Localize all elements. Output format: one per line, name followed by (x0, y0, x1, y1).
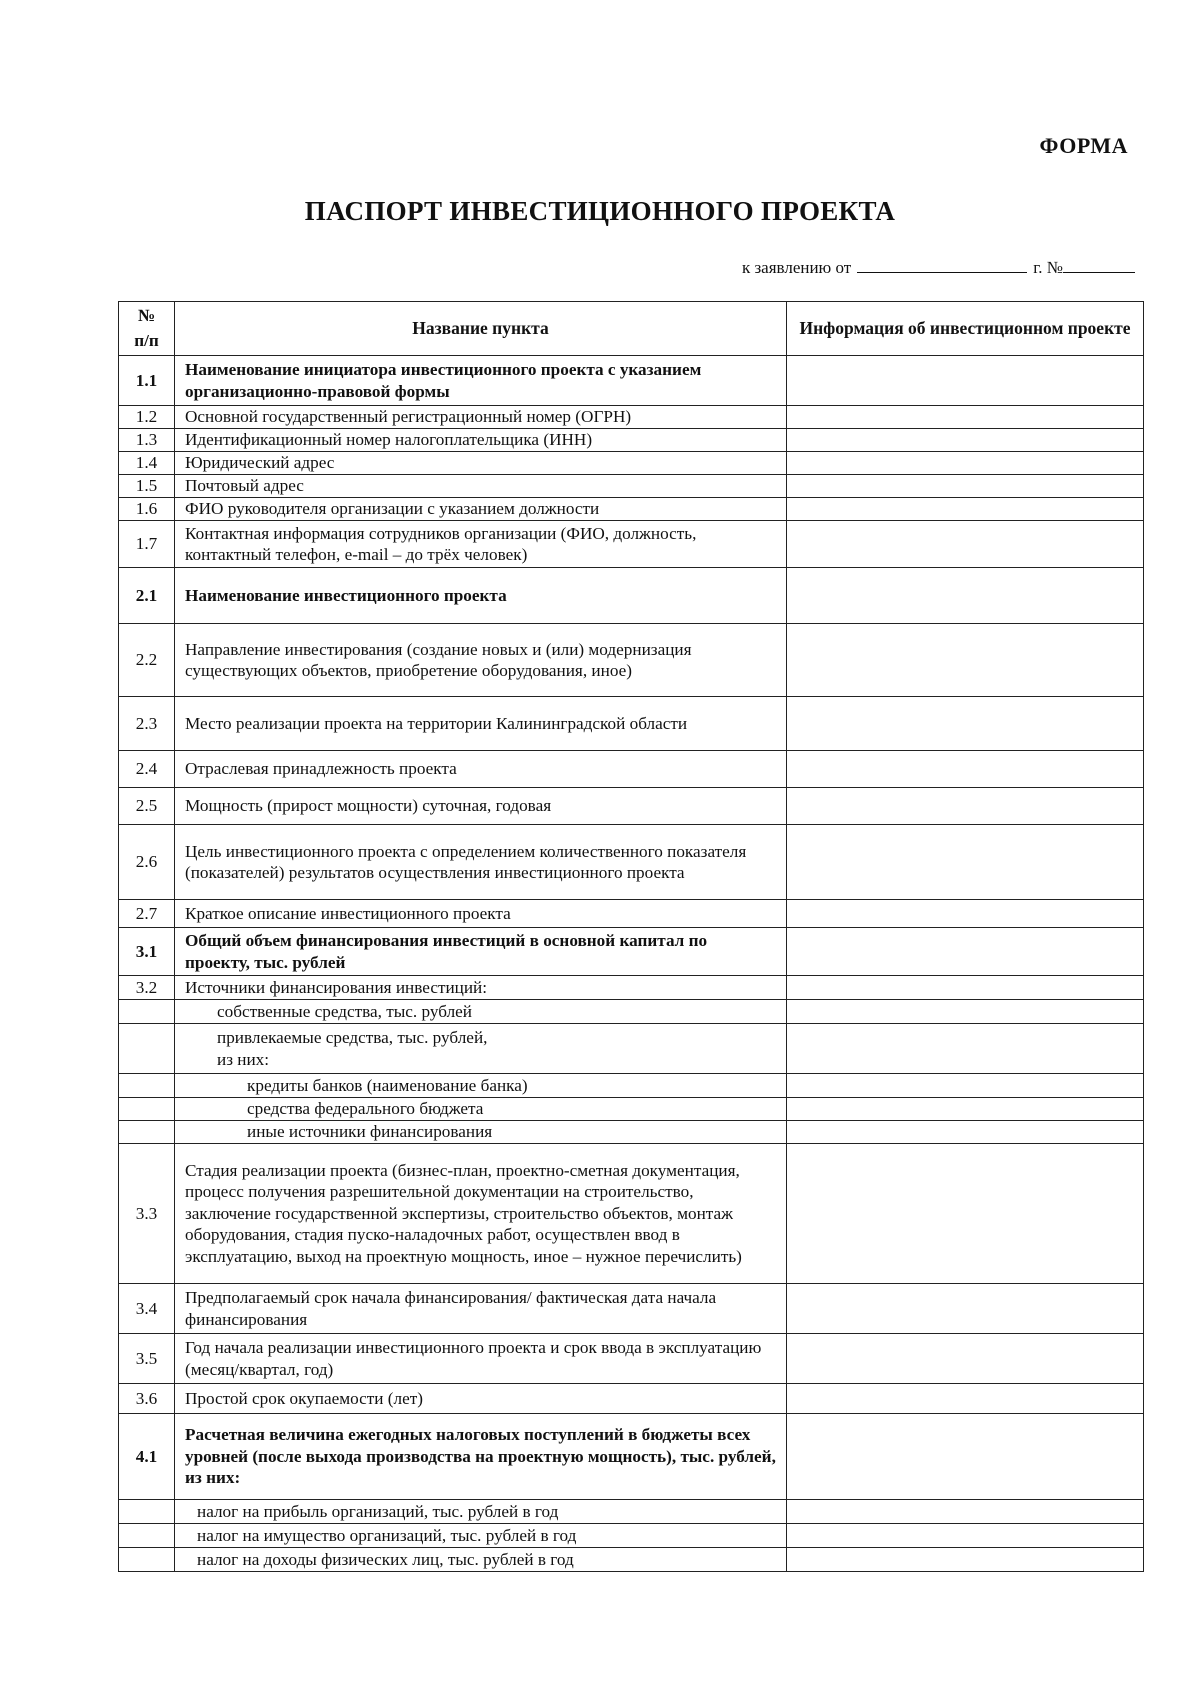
header-number: № п/п (119, 302, 175, 356)
row-number: 3.6 (119, 1384, 175, 1414)
table-row (119, 1144, 1144, 1284)
table-row (119, 1414, 1144, 1500)
row-info-cell[interactable] (787, 1024, 1144, 1074)
row-number (119, 1500, 175, 1524)
row-name: Наименование инициатора инвестиционного проекта с указанием организационно-правовой формы (175, 356, 787, 406)
row-number: 3.2 (119, 976, 175, 1000)
row-name: Место реализации проекта на территории Калининградской области (175, 697, 787, 751)
row-name: Цель инвестиционного проекта с определением количественного показателя (показателей) результатов осуществления инвестиционного проекта (175, 825, 787, 900)
table-row (119, 1384, 1144, 1414)
row-number: 2.5 (119, 788, 175, 825)
row-name: собственные средства, тыс. рублей (175, 1000, 787, 1024)
row-info-cell[interactable] (787, 1121, 1144, 1144)
table-row (119, 521, 1144, 568)
table-row (119, 1098, 1144, 1121)
row-number: 1.1 (119, 356, 175, 406)
row-info-cell[interactable] (787, 406, 1144, 429)
table-row (119, 406, 1144, 429)
row-info-cell[interactable] (787, 900, 1144, 928)
row-info-cell[interactable] (787, 568, 1144, 624)
table-row (119, 498, 1144, 521)
statement-date-blank[interactable] (857, 258, 1027, 273)
row-number: 1.4 (119, 452, 175, 475)
row-number: 2.4 (119, 751, 175, 788)
row-info-cell[interactable] (787, 452, 1144, 475)
row-name: иные источники финансирования (175, 1121, 787, 1144)
row-info-cell[interactable] (787, 1334, 1144, 1384)
row-name: Идентификационный номер налогоплательщика (ИНН) (175, 429, 787, 452)
row-number: 1.5 (119, 475, 175, 498)
table-row (119, 825, 1144, 900)
row-info-cell[interactable] (787, 1074, 1144, 1098)
row-name: Источники финансирования инвестиций: (175, 976, 787, 1000)
table-row (119, 1334, 1144, 1384)
row-name: Контактная информация сотрудников организации (ФИО, должность, контактный телефон, e-mail – до трёх человек) (175, 521, 787, 568)
header-project-info: Информация об инвестиционном проекте (787, 302, 1144, 356)
row-info-cell[interactable] (787, 475, 1144, 498)
row-number: 3.3 (119, 1144, 175, 1284)
row-info-cell[interactable] (787, 429, 1144, 452)
row-name: налог на имущество организаций, тыс. рублей в год (175, 1524, 787, 1548)
row-name: Основной государственный регистрационный номер (ОГРН) (175, 406, 787, 429)
table-row (119, 356, 1144, 406)
row-number (119, 1074, 175, 1098)
header-item-name: Название пункта (175, 302, 787, 356)
row-name: Направление инвестирования (создание новых и (или) модернизация существующих объектов, приобретение оборудования, иное) (175, 624, 787, 697)
table-row (119, 900, 1144, 928)
table-row (119, 429, 1144, 452)
row-name: Стадия реализации проекта (бизнес-план, проектно-сметная документация, процесс получения разрешительной документации на строительство, заключение государственной экспертизы, строительство объектов, монтаж оборудования, стадия пуско-наладочных работ, осуществлен ввод в эксплуатацию, выход на проектную мощность, иное – нужное перечислить) (175, 1144, 787, 1284)
row-info-cell[interactable] (787, 1524, 1144, 1548)
row-number (119, 1121, 175, 1144)
row-name: привлекаемые средства, тыс. рублей, из них: (175, 1024, 787, 1074)
row-info-cell[interactable] (787, 356, 1144, 406)
row-name: кредиты банков (наименование банка) (175, 1074, 787, 1098)
row-number (119, 1524, 175, 1548)
row-number: 1.7 (119, 521, 175, 568)
row-name: Предполагаемый срок начала финансирования/ фактическая дата начала финансирования (175, 1284, 787, 1334)
row-info-cell[interactable] (787, 976, 1144, 1000)
row-number: 3.5 (119, 1334, 175, 1384)
table-row (119, 928, 1144, 976)
row-number: 2.1 (119, 568, 175, 624)
row-number: 2.2 (119, 624, 175, 697)
row-info-cell[interactable] (787, 788, 1144, 825)
row-info-cell[interactable] (787, 498, 1144, 521)
statement-line (742, 258, 1135, 278)
row-name: Год начала реализации инвестиционного проекта и срок ввода в эксплуатацию (месяц/квартал, год) (175, 1334, 787, 1384)
row-info-cell[interactable] (787, 825, 1144, 900)
table-row (119, 788, 1144, 825)
row-info-cell[interactable] (787, 1284, 1144, 1334)
row-name: средства федерального бюджета (175, 1098, 787, 1121)
row-number (119, 1000, 175, 1024)
row-number: 2.6 (119, 825, 175, 900)
statement-year-number: г. № (1033, 258, 1063, 277)
form-label: ФОРМА (1039, 133, 1128, 158)
row-name: Наименование инвестиционного проекта (175, 568, 787, 624)
document-title: ПАСПОРТ ИНВЕСТИЦИОННОГО ПРОЕКТА (304, 196, 896, 226)
table-row (119, 1284, 1144, 1334)
row-info-cell[interactable] (787, 751, 1144, 788)
row-info-cell[interactable] (787, 1098, 1144, 1121)
table-row (119, 568, 1144, 624)
row-number: 1.2 (119, 406, 175, 429)
row-name: Общий объем финансирования инвестиций в основной капитал по проекту, тыс. рублей (175, 928, 787, 976)
table-row (119, 1524, 1144, 1548)
row-info-cell[interactable] (787, 1414, 1144, 1500)
row-name: Отраслевая принадлежность проекта (175, 751, 787, 788)
row-name: Расчетная величина ежегодных налоговых поступлений в бюджеты всех уровней (после выхода производства на проектную мощность), тыс. рублей, из них: (175, 1414, 787, 1500)
row-name: Краткое описание инвестиционного проекта (175, 900, 787, 928)
row-info-cell[interactable] (787, 521, 1144, 568)
row-info-cell[interactable] (787, 697, 1144, 751)
row-info-cell[interactable] (787, 1548, 1144, 1572)
table-row (119, 1548, 1144, 1572)
table-header-row (119, 302, 1144, 356)
table-row (119, 1024, 1144, 1074)
table-row (119, 1121, 1144, 1144)
row-number: 3.4 (119, 1284, 175, 1334)
row-number: 3.1 (119, 928, 175, 976)
row-name: Простой срок окупаемости (лет) (175, 1384, 787, 1414)
row-info-cell[interactable] (787, 1000, 1144, 1024)
row-info-cell[interactable] (787, 1384, 1144, 1414)
passport-table (118, 301, 1144, 1572)
row-number: 2.3 (119, 697, 175, 751)
row-number: 4.1 (119, 1414, 175, 1500)
row-name: налог на доходы физических лиц, тыс. рублей в год (175, 1548, 787, 1572)
row-info-cell[interactable] (787, 1500, 1144, 1524)
row-number (119, 1098, 175, 1121)
row-name: Мощность (прирост мощности) суточная, годовая (175, 788, 787, 825)
row-number: 1.3 (119, 429, 175, 452)
row-number: 2.7 (119, 900, 175, 928)
table-row (119, 1000, 1144, 1024)
row-number (119, 1024, 175, 1074)
row-info-cell[interactable] (787, 1144, 1144, 1284)
table-row (119, 976, 1144, 1000)
row-number (119, 1548, 175, 1572)
table-row (119, 751, 1144, 788)
table-row (119, 1500, 1144, 1524)
statement-number-blank[interactable] (1063, 258, 1135, 273)
row-info-cell[interactable] (787, 624, 1144, 697)
table-row (119, 475, 1144, 498)
row-number: 1.6 (119, 498, 175, 521)
row-name: ФИО руководителя организации с указанием должности (175, 498, 787, 521)
row-name: налог на прибыль организаций, тыс. рублей в год (175, 1500, 787, 1524)
table-row (119, 624, 1144, 697)
row-info-cell[interactable] (787, 928, 1144, 976)
statement-prefix: к заявлению от (741, 258, 852, 277)
row-name: Почтовый адрес (175, 475, 787, 498)
table-row (119, 1074, 1144, 1098)
row-name: Юридический адрес (175, 452, 787, 475)
table-row (119, 452, 1144, 475)
table-row (119, 697, 1144, 751)
